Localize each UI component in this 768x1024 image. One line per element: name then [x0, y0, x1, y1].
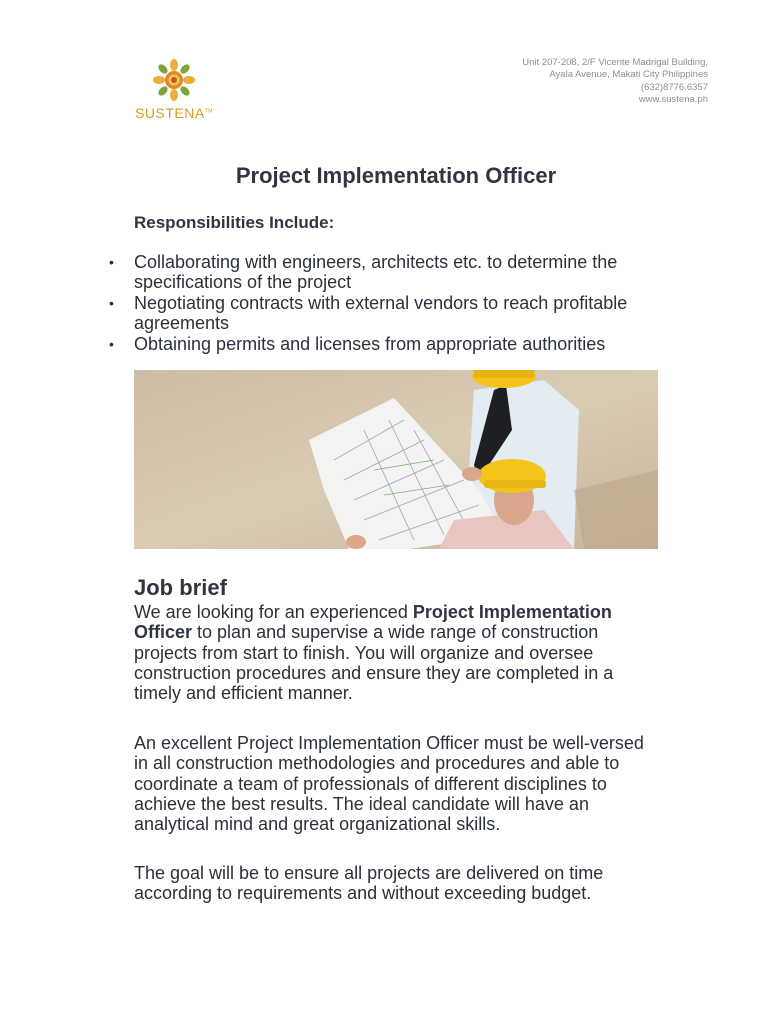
logo-trademark: TM	[204, 108, 213, 115]
job-brief-paragraph-1: We are looking for an experienced Project Implementation Officer to plan and supervise a wide range of construction projects from start to finish. You will organize and oversee construction procedures and ensure they are completed in a timely and efficient manner.	[134, 602, 614, 704]
job-brief-paragraph-2: An excellent Project Implementation Officer must be well-versed in all construction methodologies and procedures and able to coordinate a team of professionals of different disciplines to achieve the best results. The ideal candidate will have an analytical mind and great organizational skills.	[134, 733, 644, 835]
website-link[interactable]: www.sustena.ph	[638, 93, 708, 105]
address-line: Unit 207-208, 2/F Vicente Madrigal Building,	[522, 57, 708, 68]
phone-number: (632)8776.6357	[640, 81, 708, 93]
responsibilities-heading: Responsibilities Include:	[134, 213, 335, 232]
bullet-icon: •	[109, 335, 114, 352]
sustena-logo	[134, 58, 214, 124]
address-line: Ayala Avenue, Makati City Philippines	[549, 69, 708, 81]
job-brief-heading: Job brief	[134, 575, 227, 600]
company-address	[522, 57, 708, 106]
job-title-bold: Project Implementation Officer	[134, 602, 612, 643]
logo-text: SUSTENA	[135, 105, 205, 121]
sun-flower-icon	[149, 58, 199, 104]
construction-workers-photo	[134, 370, 658, 549]
job-brief-paragraph-3: The goal will be to ensure all projects are delivered on time according to requirements and without exceeding budget.	[134, 863, 604, 904]
responsibilities-list	[109, 252, 674, 354]
list-item: • Collaborating with engineers, architects etc. to determine the specifications of the project	[109, 252, 618, 293]
list-item: • Negotiating contracts with external vendors to reach profitable agreements	[109, 292, 628, 334]
document-title: Project Implementation Officer	[235, 163, 557, 188]
bullet-icon: •	[109, 294, 114, 311]
list-item: • Obtaining permits and licenses from appropriate authorities	[109, 333, 606, 354]
bullet-icon: •	[109, 254, 114, 270]
